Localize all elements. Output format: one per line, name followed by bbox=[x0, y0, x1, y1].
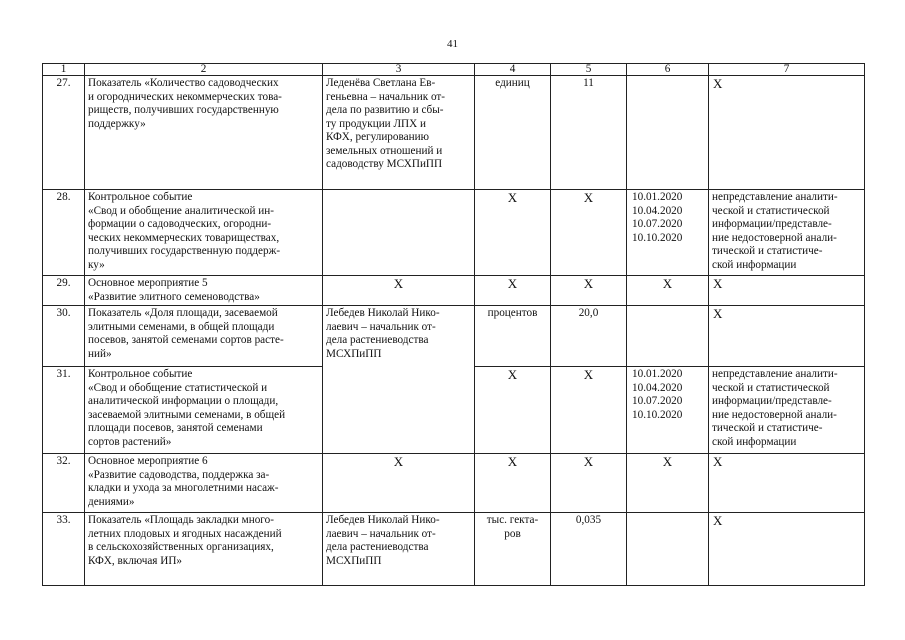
row-dates bbox=[627, 276, 709, 306]
row-col7: непредставление аналити- ческой и статистической информации/представле- ние недостоверной анали- тической и статистиче- ской информации bbox=[709, 367, 865, 454]
row-unit bbox=[475, 276, 551, 306]
row-unit bbox=[475, 190, 551, 276]
row-number: 30. bbox=[43, 306, 85, 367]
table-row bbox=[43, 190, 865, 276]
row-unit: единиц bbox=[475, 76, 551, 190]
header-cell: 5 bbox=[551, 64, 627, 76]
row-col7 bbox=[709, 454, 865, 513]
row-responsible: Леденёва Светлана Ев- геньевна – начальник от- дела по развитию и сбы- ту продукции ЛПХ и КФХ, регулированию земельных отношений и садоводству МСХПиПП bbox=[323, 76, 475, 190]
row-value: 20,0 bbox=[551, 306, 627, 367]
header-cell: 2 bbox=[85, 64, 323, 76]
row-col7 bbox=[709, 306, 865, 367]
row-title: Показатель «Площадь закладки много- летних плодовых и ягодных насаждений в сельскохозяйственных организациях, КФХ, включая ИП» bbox=[85, 513, 323, 586]
x-mark: X bbox=[713, 76, 723, 91]
row-col7 bbox=[709, 76, 865, 190]
header-cell: 7 bbox=[709, 64, 865, 76]
row-unit: тыс. гекта- ров bbox=[475, 513, 551, 586]
x-mark: X bbox=[662, 454, 673, 469]
row-unit bbox=[475, 454, 551, 513]
row-dates bbox=[627, 306, 709, 367]
row-col7 bbox=[709, 276, 865, 306]
header-cell: 1 bbox=[43, 64, 85, 76]
row-dates bbox=[627, 454, 709, 513]
table-row bbox=[43, 513, 865, 586]
x-mark: X bbox=[713, 276, 723, 291]
row-dates bbox=[627, 76, 709, 190]
row-responsible: Лебедев Николай Нико- лаевич – начальник от- дела растениеводства МСХПиПП bbox=[323, 306, 475, 454]
row-title: Контрольное событие «Свод и обобщение аналитической ин- формации о садоводческих, огородни- ческих некоммерческих товариществах, получивших государственную поддерж- ку» bbox=[85, 190, 323, 276]
x-mark: X bbox=[583, 367, 594, 382]
page-number: 41 bbox=[447, 38, 458, 50]
x-mark: X bbox=[583, 454, 594, 469]
x-mark: X bbox=[507, 367, 518, 382]
row-value bbox=[551, 276, 627, 306]
row-title: Показатель «Количество садоводческих и огороднических некоммерческих това- риществ, получивших государственную поддержку» bbox=[85, 76, 323, 190]
row-value: 11 bbox=[551, 76, 627, 190]
x-mark: X bbox=[713, 454, 723, 469]
row-number: 28. bbox=[43, 190, 85, 276]
row-responsible bbox=[323, 454, 475, 513]
x-mark: X bbox=[507, 454, 518, 469]
plan-table bbox=[42, 63, 865, 586]
x-mark: X bbox=[393, 276, 404, 291]
row-number: 27. bbox=[43, 76, 85, 190]
row-title: Основное мероприятие 5 «Развитие элитного семеноводства» bbox=[85, 276, 323, 306]
row-value bbox=[551, 454, 627, 513]
row-value bbox=[551, 367, 627, 454]
x-mark: X bbox=[583, 276, 594, 291]
row-title: Основное мероприятие 6 «Развитие садоводства, поддержка за- кладки и ухода за многолетними насаж- дениями» bbox=[85, 454, 323, 513]
row-dates: 10.01.2020 10.04.2020 10.07.2020 10.10.2020 bbox=[627, 190, 709, 276]
row-dates: 10.01.2020 10.04.2020 10.07.2020 10.10.2020 bbox=[627, 367, 709, 454]
row-value bbox=[551, 190, 627, 276]
table-header-row bbox=[43, 64, 865, 76]
row-title: Показатель «Доля площади, засеваемой элитными семенами, в общей площади посевов, занятой семенами сортов расте- ний» bbox=[85, 306, 323, 367]
row-col7 bbox=[709, 513, 865, 586]
row-unit bbox=[475, 367, 551, 454]
table-row bbox=[43, 306, 865, 367]
row-value: 0,035 bbox=[551, 513, 627, 586]
row-title: Контрольное событие «Свод и обобщение статистической и аналитической информации о площади, засеваемой элитными семенами, в общей площади посевов, занятой семенами сортов растений» bbox=[85, 367, 323, 454]
row-responsible bbox=[323, 276, 475, 306]
x-mark: X bbox=[583, 190, 594, 205]
row-number: 33. bbox=[43, 513, 85, 586]
row-col7: непредставление аналити- ческой и статистической информации/представле- ние недостоверной анали- тической и статистиче- ской информации bbox=[709, 190, 865, 276]
table-row bbox=[43, 76, 865, 190]
x-mark: X bbox=[393, 454, 404, 469]
x-mark: X bbox=[507, 190, 518, 205]
header-cell: 6 bbox=[627, 64, 709, 76]
row-unit: процентов bbox=[475, 306, 551, 367]
row-responsible bbox=[323, 190, 475, 276]
x-mark: X bbox=[713, 306, 723, 321]
row-responsible: Лебедев Николай Нико- лаевич – начальник от- дела растениеводства МСХПиПП bbox=[323, 513, 475, 586]
row-number: 29. bbox=[43, 276, 85, 306]
row-number: 32. bbox=[43, 454, 85, 513]
table-row bbox=[43, 454, 865, 513]
row-dates bbox=[627, 513, 709, 586]
header-cell: 4 bbox=[475, 64, 551, 76]
table-row bbox=[43, 276, 865, 306]
x-mark: X bbox=[662, 276, 673, 291]
x-mark: X bbox=[507, 276, 518, 291]
row-number: 31. bbox=[43, 367, 85, 454]
header-cell: 3 bbox=[323, 64, 475, 76]
x-mark: X bbox=[713, 513, 723, 528]
